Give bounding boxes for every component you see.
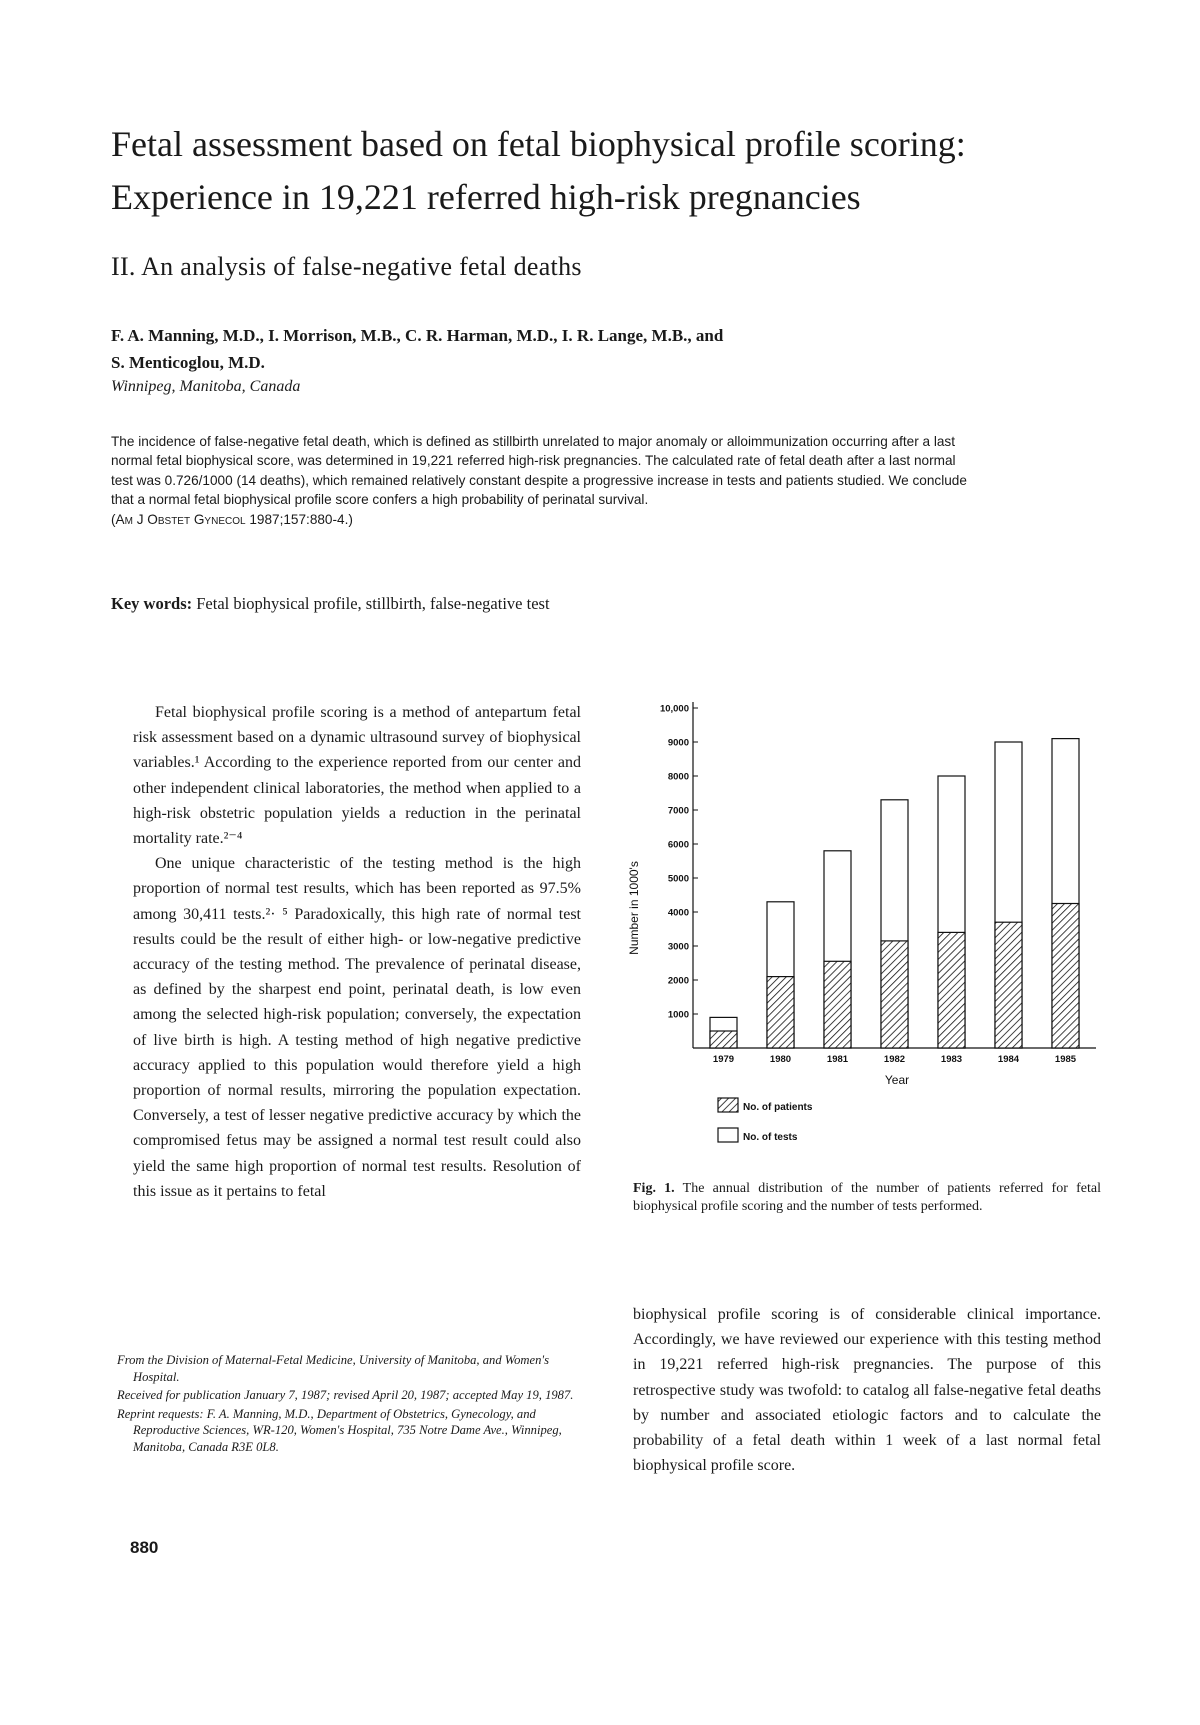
article-title (111, 118, 1111, 224)
figure-caption-text: The annual distribution of the number of patients referred for fetal biophysical profile scoring and the number of tests performed. (633, 1181, 1101, 1214)
legend-label: No. of tests (743, 1132, 798, 1143)
legend-swatch (718, 1098, 738, 1112)
y-tick-label: 2000 (667, 975, 689, 987)
bar-patients (710, 1031, 737, 1048)
x-tick-label: 1983 (940, 1054, 963, 1065)
footnote-affiliation: From the Division of Maternal-Fetal Medicine, University of Manitoba, and Women's Hospital. (117, 1353, 549, 1384)
bar-chart (620, 690, 1100, 1160)
authors-line-2: S. Menticoglou, M.D. (111, 353, 265, 372)
body-column-right (633, 1302, 1101, 1478)
bar-patients (995, 922, 1022, 1048)
affiliation: Winnipeg, Manitoba, Canada (111, 378, 301, 395)
title-line-1: Fetal assessment based on fetal biophysical profile scoring: (111, 124, 966, 164)
author-list (111, 322, 1011, 376)
abstract-citation-open: ( (111, 511, 116, 527)
keywords-label: Key words: (111, 594, 193, 613)
y-tick-label: 8000 (667, 771, 689, 783)
body-column-left (133, 700, 581, 1204)
x-tick-label: 1980 (769, 1054, 792, 1065)
bar-patients (881, 941, 908, 1048)
authors-line-1: F. A. Manning, M.D., I. Morrison, M.B., C. R. Harman, M.D., I. R. Lange, M.B., and (111, 326, 724, 345)
x-tick-label: 1979 (712, 1054, 735, 1065)
y-tick-label: 10,000 (659, 703, 689, 715)
body-paragraph: One unique characteristic of the testing method is the high proportion of normal test results, which has been reported as 97.5% among 30,411 tests.²· ⁵ Paradoxically, this high rate of normal test results could be the result of either high- or low-negative predictive accuracy of the testing method. The prevalence of perinatal disease, as defined by the sharpest end point, perinatal death, is low even among the selected high-risk population; conversely, the expectation of live birth is high. A testing method of high negative predictive accuracy applied to this population would therefore yield a high proportion of normal results, mirroring the population expectation. Conversely, a test of lesser negative predictive accuracy by which the compromised fetus may be assigned a normal test result could also yield the same high proportion of normal test results. Resolution of this issue as it pertains to fetal (133, 855, 581, 1200)
legend-swatch (718, 1128, 738, 1142)
page-number: 880 (130, 1538, 159, 1557)
body-paragraph: biophysical profile scoring is of considerable clinical importance. Accordingly, we have reviewed our experience with this testing method in 19,221 referred high-risk pregnancies. The purpose of this retrospective study was twofold: to catalog all false-negative fetal deaths by number and associated etiologic factors and to calculate the probability of a fetal death within 1 week of a last normal fetal biophysical profile score. (633, 1306, 1101, 1475)
y-tick-label: 3000 (667, 941, 689, 953)
abstract (111, 432, 973, 529)
x-tick-label: 1984 (997, 1054, 1020, 1065)
footnote-reprint: Reprint requests: F. A. Manning, M.D., Department of Obstetrics, Gynecology, and Reproductive Sciences, WR-120, Women's Hospital, 735 Notre Dame Ave., Winnipeg, Manitoba, Canada R3E 0L8. (117, 1406, 562, 1454)
figure-label: Fig. 1. (633, 1181, 675, 1196)
abstract-journal: Am J Obstet Gynecol (115, 511, 246, 527)
abstract-citation-rest: 1987;157:880-4.) (245, 511, 353, 527)
bar-patients (824, 961, 851, 1048)
y-tick-label: 9000 (667, 737, 689, 749)
y-tick-label: 7000 (667, 805, 689, 817)
bar-patients (1052, 904, 1079, 1049)
y-tick-label: 5000 (667, 873, 689, 885)
x-axis-label: Year (884, 1073, 910, 1087)
x-tick-label: 1982 (883, 1054, 906, 1065)
legend-label: No. of patients (743, 1102, 813, 1113)
article-subtitle: II. An analysis of false-negative fetal deaths (111, 252, 582, 281)
x-tick-label: 1985 (1054, 1054, 1077, 1065)
figure-caption (633, 1180, 1101, 1215)
y-axis-label: Number in 1000's (627, 861, 641, 955)
y-tick-label: 4000 (667, 907, 689, 919)
footnote-received: Received for publication January 7, 1987; revised April 20, 1987; accepted May 19, 1987. (117, 1388, 574, 1402)
body-paragraph: Fetal biophysical profile scoring is a method of antepartum fetal risk assessment based on a dynamic ultrasound survey of biophysical variables.¹ According to the experience reported from our center and other independent clinical laboratories, the method when applied to a high-risk obstetric population yields a reduction in the perinatal mortality rate.²⁻⁴ (133, 704, 581, 848)
keywords (111, 594, 550, 614)
y-tick-label: 6000 (667, 839, 689, 851)
y-tick-label: 1000 (667, 1009, 689, 1021)
footnotes (117, 1352, 583, 1457)
keywords-text: Fetal biophysical profile, stillbirth, false-negative test (192, 594, 550, 613)
bar-patients (938, 932, 965, 1048)
bar-patients (767, 977, 794, 1048)
title-line-2: Experience in 19,221 referred high-risk pregnancies (111, 177, 861, 217)
abstract-text: The incidence of false-negative fetal death, which is defined as stillbirth unrelated to major anomaly or alloimmunization occurring after a last normal fetal biophysical score, was determined in 19,221 referred high-risk pregnancies. The calculated rate of fetal death after a last normal test was 0.726/1000 (14 deaths), which remained relatively constant despite a progressive increase in tests and patients studied. We conclude that a normal fetal biophysical profile score confers a high probability of perinatal survival. (111, 434, 967, 508)
x-tick-label: 1981 (826, 1054, 849, 1065)
